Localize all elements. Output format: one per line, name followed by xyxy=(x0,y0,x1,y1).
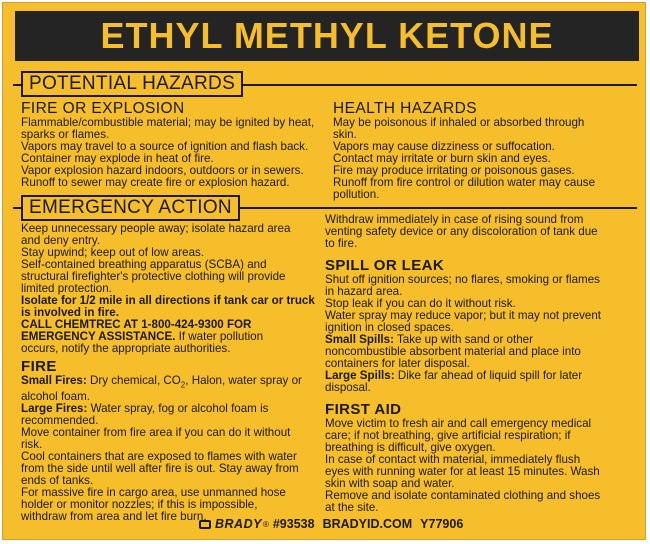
fire-more-line: withdraw from area and let fire burn. xyxy=(21,510,207,524)
large-spills-label: Large Spills: xyxy=(325,369,395,382)
brady-logo-icon xyxy=(199,520,211,529)
large-spills-line: disposal. xyxy=(325,381,371,394)
general-line: limited protection. xyxy=(21,282,112,295)
first-aid-line: Move victim to fresh air and call emergency medical xyxy=(325,417,592,430)
health-line: Fire may produce irritating or poisonous gases. xyxy=(333,164,575,177)
small-fires-text: Dry chemical, CO xyxy=(86,374,181,387)
spill-line: Shut off ignition sources; no flares, smoking or flames xyxy=(325,273,600,286)
small-fires-line: alcohol foam. xyxy=(21,390,90,404)
isolate-line: Isolate for 1/2 mile in all directions if tank car or truck xyxy=(21,294,315,307)
first-aid-line: skin with soap and water. xyxy=(325,477,455,490)
label-footer xyxy=(199,517,463,531)
fire-more-line: ends of tanks. xyxy=(21,474,94,488)
emergency-left-column xyxy=(21,223,321,523)
fire-line: Container may explode in heat of fire. xyxy=(21,152,214,165)
general-line: structural firefighter's protective clothing will provide xyxy=(21,270,286,283)
spill-line: Water spray may reduce vapor; but it may not prevent xyxy=(325,309,602,322)
health-line: pollution. xyxy=(333,188,380,201)
large-spills-text: Dike far ahead of liquid spill for later xyxy=(394,369,583,382)
first-aid-line: breathing is difficult, give oxygen. xyxy=(325,441,496,454)
fire-line: Flammable/combustible material; may be ignited by heat, xyxy=(21,116,315,129)
health-line: May be poisonous if inhaled or absorbed through xyxy=(333,116,585,129)
small-fires-text: , Halon, water spray or xyxy=(185,374,302,387)
spill-heading: SPILL OR LEAK xyxy=(325,257,445,274)
fire-line: Vapor explosion hazard indoors, outdoors or in sewers. xyxy=(21,164,304,177)
first-aid-line: at the site. xyxy=(325,501,379,514)
brady-brand: BRADY xyxy=(215,517,262,531)
product-code: Y77906 xyxy=(420,517,464,531)
co2-subscript: 2 xyxy=(180,380,186,390)
general-line: and deny entry. xyxy=(21,234,101,247)
first-aid-line: eyes with running water for at least 15 minutes. Wash xyxy=(325,465,600,478)
fire-line: Runoff to sewer may create fire or explosion hazard. xyxy=(21,176,290,189)
fire-heading: FIRE xyxy=(21,358,57,375)
first-aid-heading: FIRST AID xyxy=(325,401,402,418)
small-spills-line: noncombustible absorbent material and place into xyxy=(325,345,581,358)
health-line: skin. xyxy=(333,128,357,141)
spill-line: in hazard area. xyxy=(325,285,403,298)
health-hazards-heading: HEALTH HAZARDS xyxy=(333,100,477,117)
fire-more-line: from the side until well after fire is out. Stay away from xyxy=(21,462,299,476)
general-line: Stay upwind; keep out of low areas. xyxy=(21,246,205,259)
health-line: Vapors may cause dizziness or suffocation. xyxy=(333,140,555,153)
fire-more-line: risk. xyxy=(21,438,43,452)
large-fires-text: Water spray, fog or alcohol foam is xyxy=(87,402,269,416)
spill-line: ignition in closed spaces. xyxy=(325,321,454,334)
chemtrec-line: occurs, notify the appropriate authorities. xyxy=(21,342,231,355)
first-aid-line: In case of contact with material, immediately flush xyxy=(325,453,581,466)
spill-line: Stop leak if you can do it without risk. xyxy=(325,297,516,310)
fire-explosion-section xyxy=(21,100,321,189)
hazard-label xyxy=(2,2,646,540)
chemtrec-line: CALL CHEMTREC AT 1-800-424-9300 FOR xyxy=(21,318,252,331)
small-spills-label: Small Spills: xyxy=(325,333,394,346)
small-spills-text: Take up with sand or other xyxy=(393,333,533,346)
fire-line: sparks or flames. xyxy=(21,128,110,141)
health-hazards-section xyxy=(333,100,633,201)
trademark: ® xyxy=(262,519,269,529)
website: BRADYID.COM xyxy=(322,517,413,531)
health-line: Runoff from fire control or dilution water may cause xyxy=(333,176,596,189)
emergency-action-heading: EMERGENCY ACTION xyxy=(21,195,240,221)
large-spills-line xyxy=(325,370,635,382)
general-line: Self-contained breathing apparatus (SCBA) and xyxy=(21,258,267,271)
small-fires-line xyxy=(21,375,321,391)
fire-line: Vapors may travel to a source of ignition and flash back. xyxy=(21,140,309,153)
withdraw-line: to fire. xyxy=(325,237,358,250)
chemtrec-bold: EMERGENCY ASSISTANCE. xyxy=(21,330,176,343)
emergency-right-column xyxy=(325,214,635,514)
fire-explosion-heading: FIRE OR EXPLOSION xyxy=(21,100,185,117)
small-fires-label: Small Fires: xyxy=(21,374,87,387)
fire-more-line: Cool containers that are exposed to flames with water xyxy=(21,450,297,464)
potential-hazards-heading: POTENTIAL HAZARDS xyxy=(21,71,243,97)
fire-more-line: For massive fire in cargo area, use unmanned hose xyxy=(21,486,286,500)
label-title: ETHYL METHYL KETONE xyxy=(15,11,639,61)
health-line: Contact may irritate or burn skin and eyes. xyxy=(333,152,551,165)
small-spills-line: containers for later disposal. xyxy=(325,357,470,370)
first-aid-line: care; if not breathing, give artificial respiration; if xyxy=(325,429,571,442)
chemtrec-text: If water pollution xyxy=(175,330,264,343)
general-line: Keep unnecessary people away; isolate hazard area xyxy=(21,222,291,235)
fire-more-line: Move container from fire area if you can do it without xyxy=(21,426,291,440)
fire-more-line: holder or monitor nozzles; if this is impossible, xyxy=(21,498,258,512)
first-aid-line: Remove and isolate contaminated clothing and shoes xyxy=(325,489,601,502)
large-fires-label: Large Fires: xyxy=(21,402,88,416)
withdraw-line: venting safety device or any discoloration of tank due xyxy=(325,225,598,238)
isolate-line: is involved in fire. xyxy=(21,306,119,319)
large-fires-line: recommended. xyxy=(21,414,99,428)
withdraw-line: Withdraw immediately in case of rising sound from xyxy=(325,213,584,226)
part-number: #93538 xyxy=(272,517,315,531)
